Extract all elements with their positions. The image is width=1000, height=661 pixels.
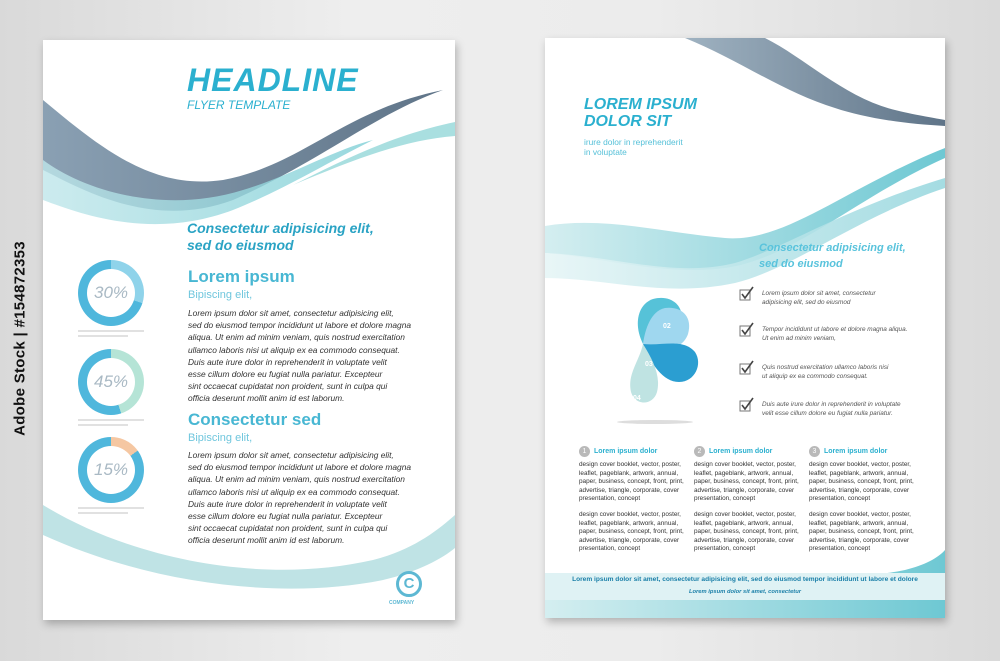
right-flyer-page <box>545 38 945 618</box>
body-line: sed do eiusmod tempor incididunt ut labore et dolore magna <box>188 462 412 473</box>
column-line: presentation, concept <box>694 545 756 553</box>
section-subtitle-1: Bipiscing elit, <box>188 289 253 301</box>
section-subtitle-2: Bipiscing elit, <box>188 432 253 444</box>
checklist-line: ut aliquip ex ea commodo consequat. <box>762 372 868 380</box>
column-line: design cover booklet, vector, poster, <box>694 461 796 468</box>
checklist-line: Lorem ipsum dolor sit amet, consectetur <box>762 290 876 297</box>
lead-text <box>759 240 906 272</box>
column-line: design cover booklet, vector, poster, <box>579 511 681 518</box>
column-line: presentation, concept <box>579 495 641 503</box>
body-line: sint occaecat cupidatat non proident, sunt in culpa qui <box>188 523 388 534</box>
petal-label-01: 01 <box>597 331 605 338</box>
column-line: paper, business, concept, front, print, <box>694 528 799 536</box>
section-title-2: Consectetur sed <box>188 410 322 429</box>
body-line: ullamco laboris nisi ut aliquip ex ea commodo consequat. <box>188 486 400 497</box>
checkmark-icon <box>739 286 755 302</box>
ring-value: 45% <box>93 372 129 391</box>
column-line: advertise, triangle, corporate, cover <box>809 536 910 544</box>
column-2-block-1 <box>694 461 806 504</box>
column-number-3: 3 <box>809 446 820 457</box>
column-line: advertise, triangle, corporate, cover <box>694 536 795 544</box>
headline-line-2: DOLOR SIT <box>584 113 672 130</box>
column-line: leaflet, pageblank, artwork, annual, <box>809 469 909 477</box>
lead-line-1: Consectetur adipisicing elit, <box>187 220 374 236</box>
ring-value: 30% <box>93 283 129 302</box>
lead-line-1: Consectetur adipisicing elit, <box>759 242 906 254</box>
checklist-item-1 <box>762 290 918 307</box>
column-title-1: Lorem ipsum dolor <box>594 448 658 455</box>
ring-caption-line <box>78 335 128 337</box>
column-line: presentation, concept <box>809 545 871 553</box>
logo-label: COMPANY <box>389 600 415 606</box>
column-line: paper, business, concept, front, print, <box>809 528 914 536</box>
column-2-block-2 <box>694 511 806 554</box>
progress-ring-30 <box>78 260 144 326</box>
column-line: paper, business, concept, front, print, <box>579 478 684 486</box>
subheadline: FLYER TEMPLATE <box>187 98 291 112</box>
checklist-line: Duis aute irure dolor in reprehenderit in voluptate <box>762 401 901 408</box>
section-body-1 <box>188 307 411 405</box>
subheadline <box>584 137 724 157</box>
column-line: leaflet, pageblank, artwork, annual, <box>579 519 679 527</box>
ring-caption-line <box>78 424 128 426</box>
headline: HEADLINE <box>187 62 359 98</box>
progress-ring-45 <box>78 349 144 415</box>
footer-subtext: Lorem ipsum dolor sit amet, consectetur <box>688 589 802 595</box>
section-body-2 <box>188 449 411 547</box>
column-title-2: Lorem ipsum dolor <box>709 448 773 455</box>
checkmark-icon <box>739 360 755 376</box>
body-line: officia deserunt mollit anim id est laborum. <box>188 393 345 404</box>
checklist-line: velit esse cillum dolore eu fugiat nulla pariatur. <box>762 409 893 417</box>
footer-text: Lorem ipsum dolor sit amet, consectetur adipisicing elit, sed do eiusmod tempor incididunt ut labore et dolore <box>572 576 918 583</box>
checkmark-icon <box>739 322 755 338</box>
column-line: advertise, triangle, corporate, cover <box>809 486 910 494</box>
column-3-block-1 <box>809 461 921 504</box>
column-line: leaflet, pageblank, artwork, annual, <box>694 469 794 477</box>
checklist-line: adipisicing elit, sed do eiusmod <box>762 298 851 306</box>
body-line: sed do eiusmod tempor incididunt ut labore et dolore magna <box>188 320 412 331</box>
body-line: ullamco laboris nisi ut aliquip ex ea commodo consequat. <box>188 344 400 355</box>
checklist-line: Tempor incididunt ut labore et dolore magna aliqua. <box>762 326 908 333</box>
column-line: presentation, concept <box>579 545 641 553</box>
headline-line-1: LOREM IPSUM <box>584 96 697 113</box>
section-title-1: Lorem ipsum <box>188 267 295 286</box>
petal-label-03: 03 <box>645 361 653 368</box>
checklist-item-3 <box>762 364 918 381</box>
column-line: leaflet, pageblank, artwork, annual, <box>809 519 909 527</box>
column-1-block-2 <box>579 511 691 554</box>
body-line: sint occaecat cupidatat non proident, sunt in culpa qui <box>188 381 388 392</box>
checklist-line: Ut enim ad minim veniam, <box>762 334 836 342</box>
subheadline-line-1: irure dolor in reprehenderit <box>584 137 683 147</box>
petal-label-02: 02 <box>663 323 671 330</box>
body-line: aliqua. Ut enim ad minim veniam, quis nostrud exercitation <box>188 332 405 343</box>
body-line: officia deserunt mollit anim id est laborum. <box>188 535 345 546</box>
ring-caption-line <box>78 512 128 514</box>
body-line: aliqua. Ut enim ad minim veniam, quis nostrud exercitation <box>188 474 405 485</box>
petal-infographic <box>573 276 723 426</box>
column-line: paper, business, concept, front, print, <box>694 478 799 486</box>
subheadline-line-2: in voluptate <box>584 147 627 157</box>
stock-watermark: Adobe Stock | #154872353 <box>11 241 29 436</box>
company-logo-icon: C <box>396 571 422 597</box>
column-3-block-2 <box>809 511 921 554</box>
progress-ring-15 <box>78 437 144 503</box>
headline <box>584 96 744 130</box>
column-line: presentation, concept <box>694 495 756 503</box>
lead-line-2: sed do eiusmod <box>759 258 843 270</box>
ring-value: 15% <box>93 460 129 479</box>
column-line: advertise, triangle, corporate, cover <box>579 486 680 494</box>
column-title-3: Lorem ipsum dolor <box>824 448 888 455</box>
column-line: paper, business, concept, front, print, <box>809 478 914 486</box>
checklist-item-4 <box>762 401 918 418</box>
lead-line-2: sed do eiusmod <box>187 237 294 253</box>
column-line: presentation, concept <box>809 495 871 503</box>
column-line: design cover booklet, vector, poster, <box>579 461 681 468</box>
column-1-block-1 <box>579 461 691 504</box>
checkmark-icon <box>739 397 755 413</box>
ring-caption-line <box>78 507 144 509</box>
left-flyer-page <box>43 40 455 620</box>
column-line: leaflet, pageblank, artwork, annual, <box>694 519 794 527</box>
column-line: design cover booklet, vector, poster, <box>809 511 911 518</box>
column-line: advertise, triangle, corporate, cover <box>694 486 795 494</box>
column-number-2: 2 <box>694 446 705 457</box>
column-line: design cover booklet, vector, poster, <box>809 461 911 468</box>
column-line: leaflet, pageblank, artwork, annual, <box>579 469 679 477</box>
body-line: Duis aute irure dolor in reprehenderit in voluptate velit <box>188 356 387 367</box>
column-line: paper, business, concept, front, print, <box>579 528 684 536</box>
column-line: advertise, triangle, corporate, cover <box>579 536 680 544</box>
checklist-line: Quis nostrud exercitation ullamco laboris nisi <box>762 364 889 371</box>
body-line: Lorem ipsum dolor sit amet, consectetur adipisicing elit, <box>188 450 394 460</box>
checklist-item-2 <box>762 326 918 343</box>
petal-label-04: 04 <box>633 395 641 402</box>
body-line: esse cillum dolore eu fugiat nulla pariatur. Excepteur <box>188 369 383 380</box>
body-line: Duis aute irure dolor in reprehenderit in voluptate velit <box>188 498 387 509</box>
column-number-1: 1 <box>579 446 590 457</box>
ring-caption-line <box>78 419 144 421</box>
body-line: Lorem ipsum dolor sit amet, consectetur adipisicing elit, <box>188 308 394 318</box>
ring-caption-line <box>78 330 144 332</box>
body-line: esse cillum dolore eu fugiat nulla pariatur. Excepteur <box>188 511 383 522</box>
lead-text <box>187 220 374 254</box>
column-line: design cover booklet, vector, poster, <box>694 511 796 518</box>
